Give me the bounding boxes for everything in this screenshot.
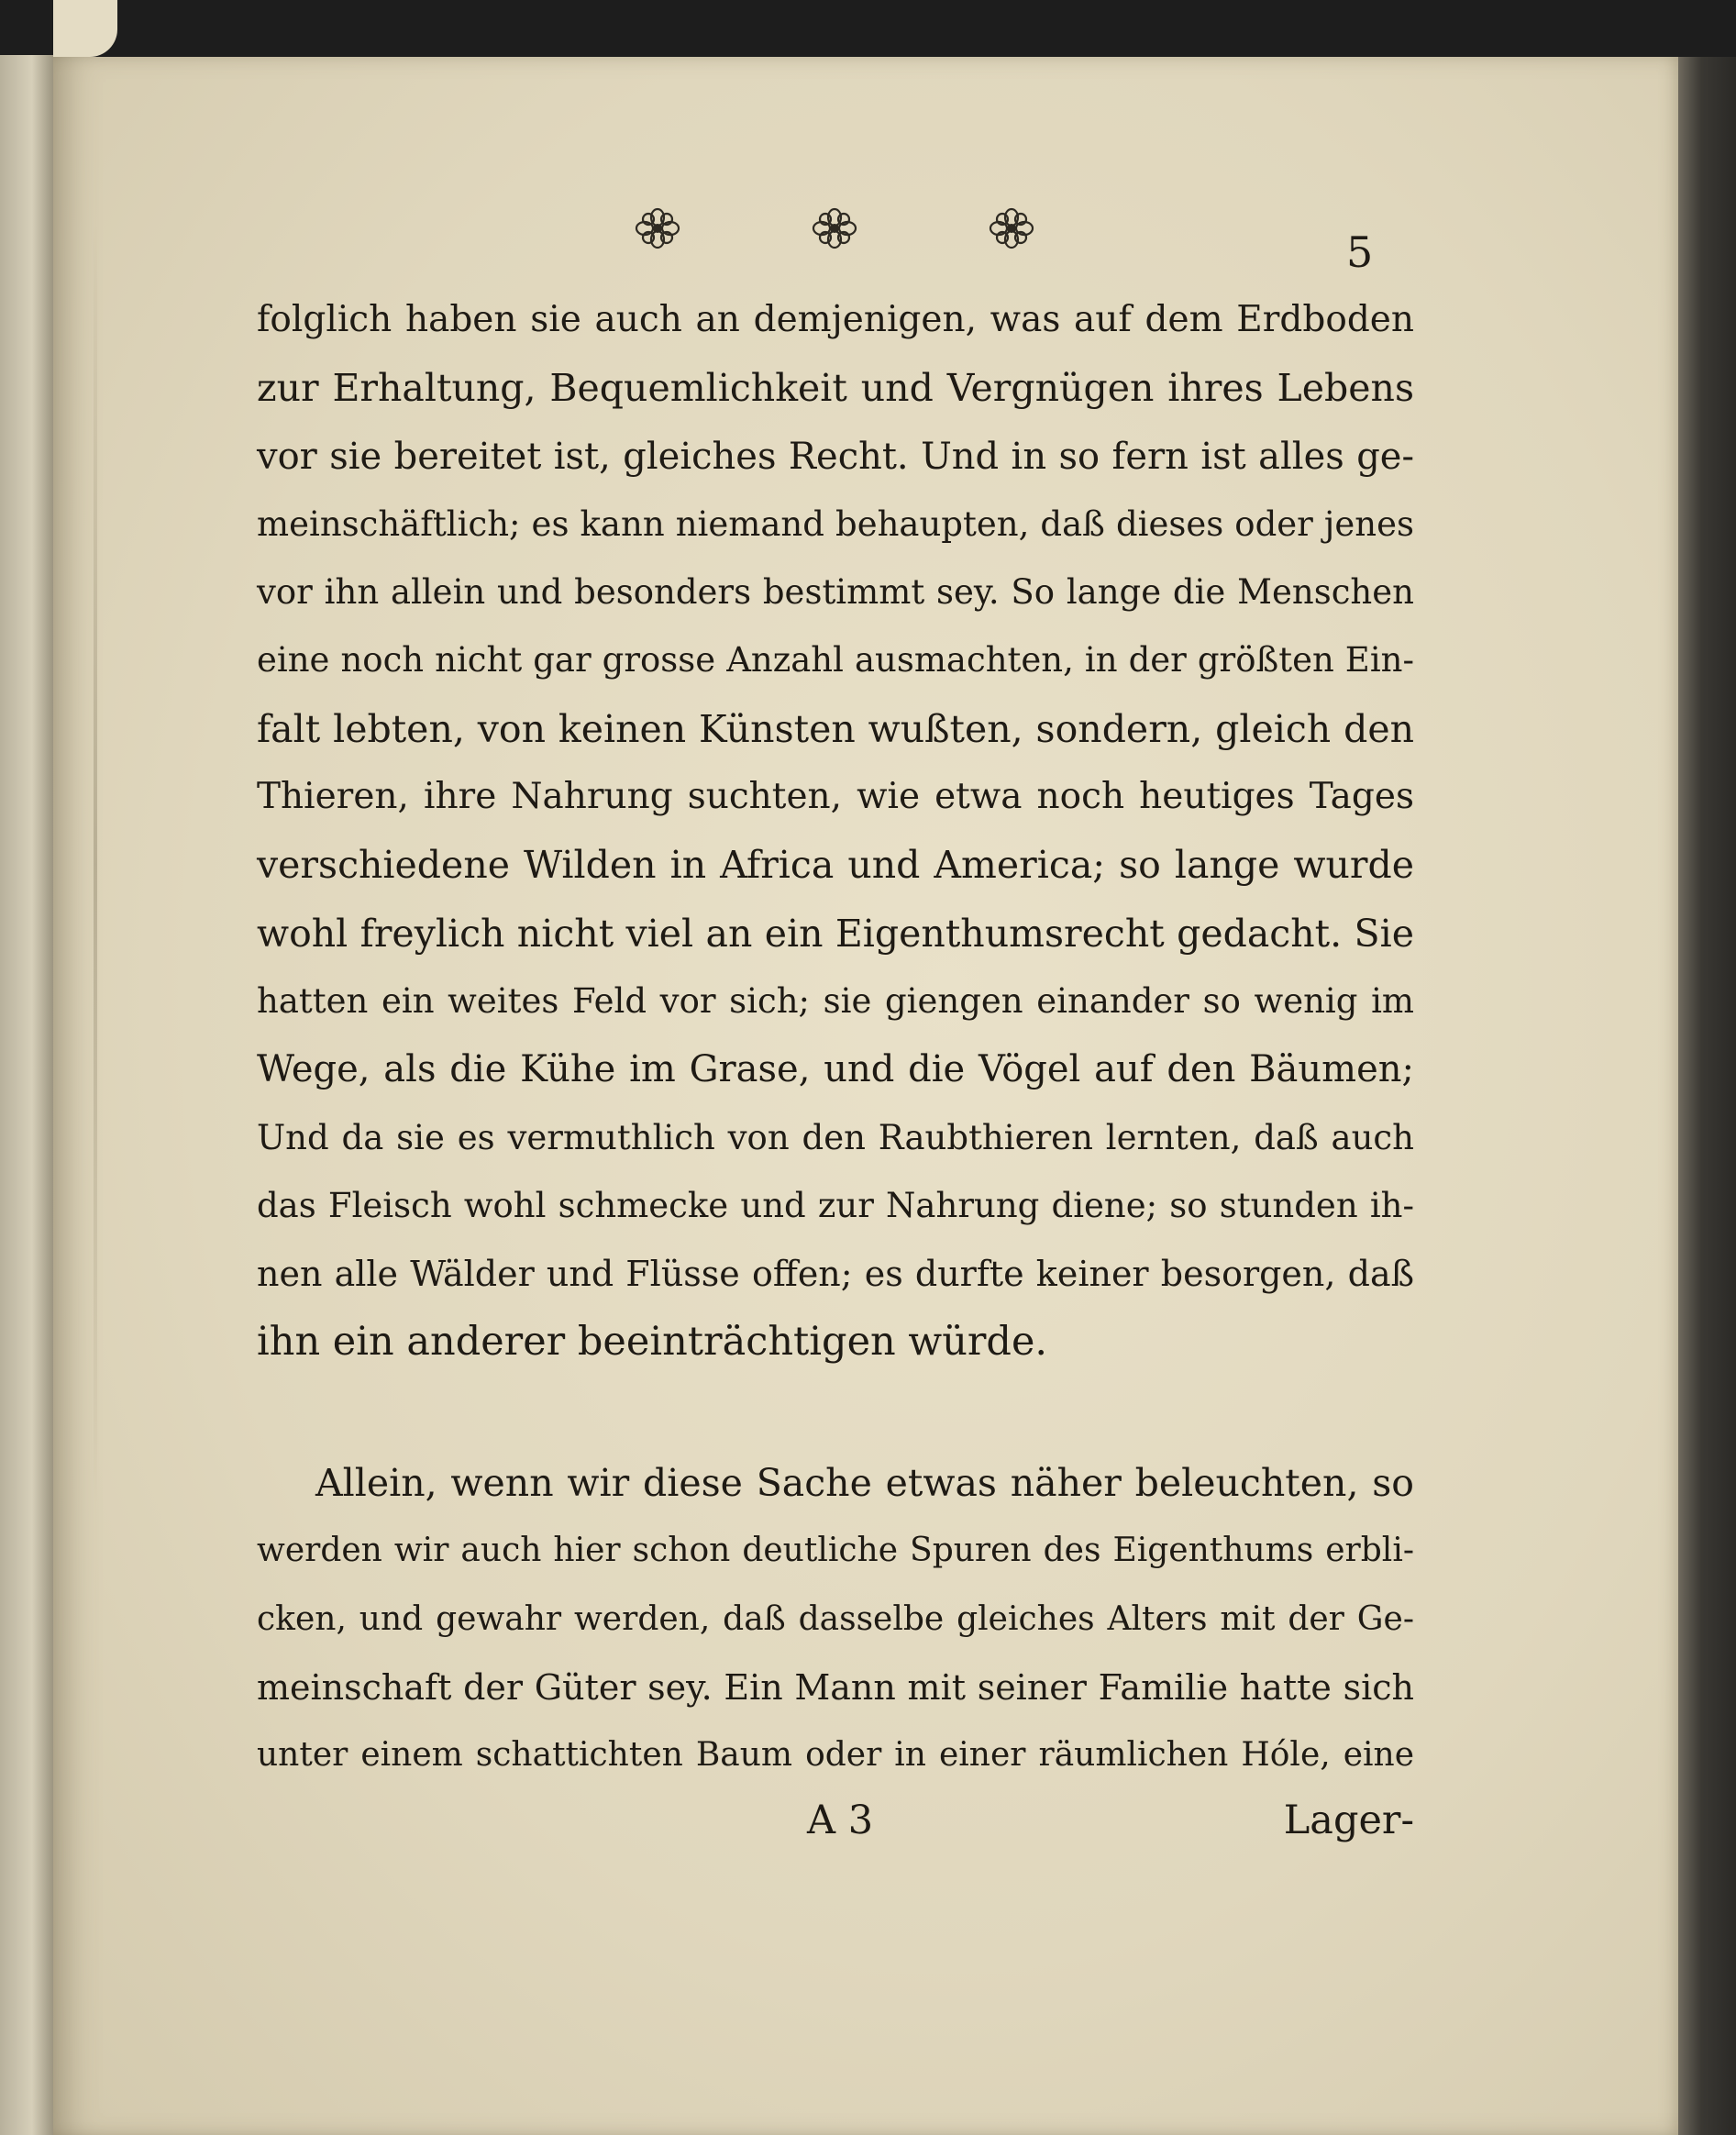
left-page-edge bbox=[0, 55, 53, 2135]
paragraph-1 bbox=[257, 286, 1414, 1377]
text-line: meinschäftlich; es kann niemand behaupten, daß dieses oder jenes bbox=[257, 503, 1414, 544]
text-line: Thieren, ihre Nahrung suchten, wie etwa noch heutiges Tages bbox=[257, 776, 1414, 818]
page-number: 5 bbox=[1346, 227, 1374, 277]
page-footer bbox=[257, 1798, 1414, 1862]
flower-ornament-icon bbox=[633, 206, 682, 250]
right-edge-shadow bbox=[1678, 57, 1736, 2135]
text-line: werden wir auch hier schon deutliche Spuren des Eigenthums erbli- bbox=[257, 1532, 1414, 1570]
catchword: Lager- bbox=[1283, 1798, 1414, 1843]
text-line: folglich haben sie auch an demjenigen, was auf dem Erdboden bbox=[257, 299, 1414, 340]
text-line: cken, und gewahr werden, daß dasselbe gleiches Alters mit der Ge- bbox=[257, 1599, 1414, 1638]
text-line: zur Erhaltung, Bequemlichkeit und Vergnügen ihres Lebens bbox=[257, 366, 1414, 411]
text-line: ihn ein anderer beeinträchtigen würde. bbox=[257, 1319, 1048, 1366]
text-line: vor ihn allein und besonders bestimmt sey. So lange die Menschen bbox=[257, 572, 1414, 613]
text-line: vor sie bereitet ist, gleiches Recht. Und in so fern ist alles ge- bbox=[257, 435, 1414, 478]
text-line: eine noch nicht gar grosse Anzahl ausmachten, in der größten Ein- bbox=[257, 640, 1414, 680]
scan-backdrop bbox=[0, 0, 1736, 64]
text-line: Allein, wenn wir diese Sache etwas näher beleuchten, so bbox=[315, 1461, 1414, 1505]
text-line: das Fleisch wohl schmecke und zur Nahrung diene; so stunden ih- bbox=[257, 1185, 1414, 1225]
left-page-corner bbox=[53, 0, 117, 57]
text-line: meinschaft der Güter sey. Ein Mann mit seiner Familie hatte sich bbox=[257, 1666, 1414, 1708]
text-line: wohl freylich nicht viel an ein Eigenthumsrecht gedacht. Sie bbox=[257, 911, 1414, 956]
header-ornaments bbox=[633, 206, 1036, 250]
flower-ornament-icon bbox=[810, 206, 859, 250]
text-line: unter einem schattichten Baum oder in einer räumlichen Hóle, eine bbox=[257, 1736, 1414, 1775]
text-line: hatten ein weites Feld vor sich; sie giengen einander so wenig im bbox=[257, 980, 1414, 1021]
paragraph-2 bbox=[257, 1449, 1414, 1789]
text-line: nen alle Wälder und Flüsse offen; es durfte keiner besorgen, daß bbox=[257, 1254, 1414, 1295]
signature-mark: A 3 bbox=[807, 1798, 874, 1843]
text-line: Wege, als die Kühe im Grase, und die Vögel auf den Bäumen; bbox=[257, 1048, 1414, 1091]
flower-ornament-icon bbox=[987, 206, 1036, 250]
spine-shadow bbox=[94, 222, 97, 1506]
text-line: verschiedene Wilden in Africa und America; so lange wurde bbox=[257, 843, 1414, 888]
text-line: falt lebten, von keinen Künsten wußten, sondern, gleich den bbox=[257, 706, 1414, 751]
text-line: Und da sie es vermuthlich von den Raubthieren lernten, daß auch bbox=[257, 1117, 1414, 1157]
